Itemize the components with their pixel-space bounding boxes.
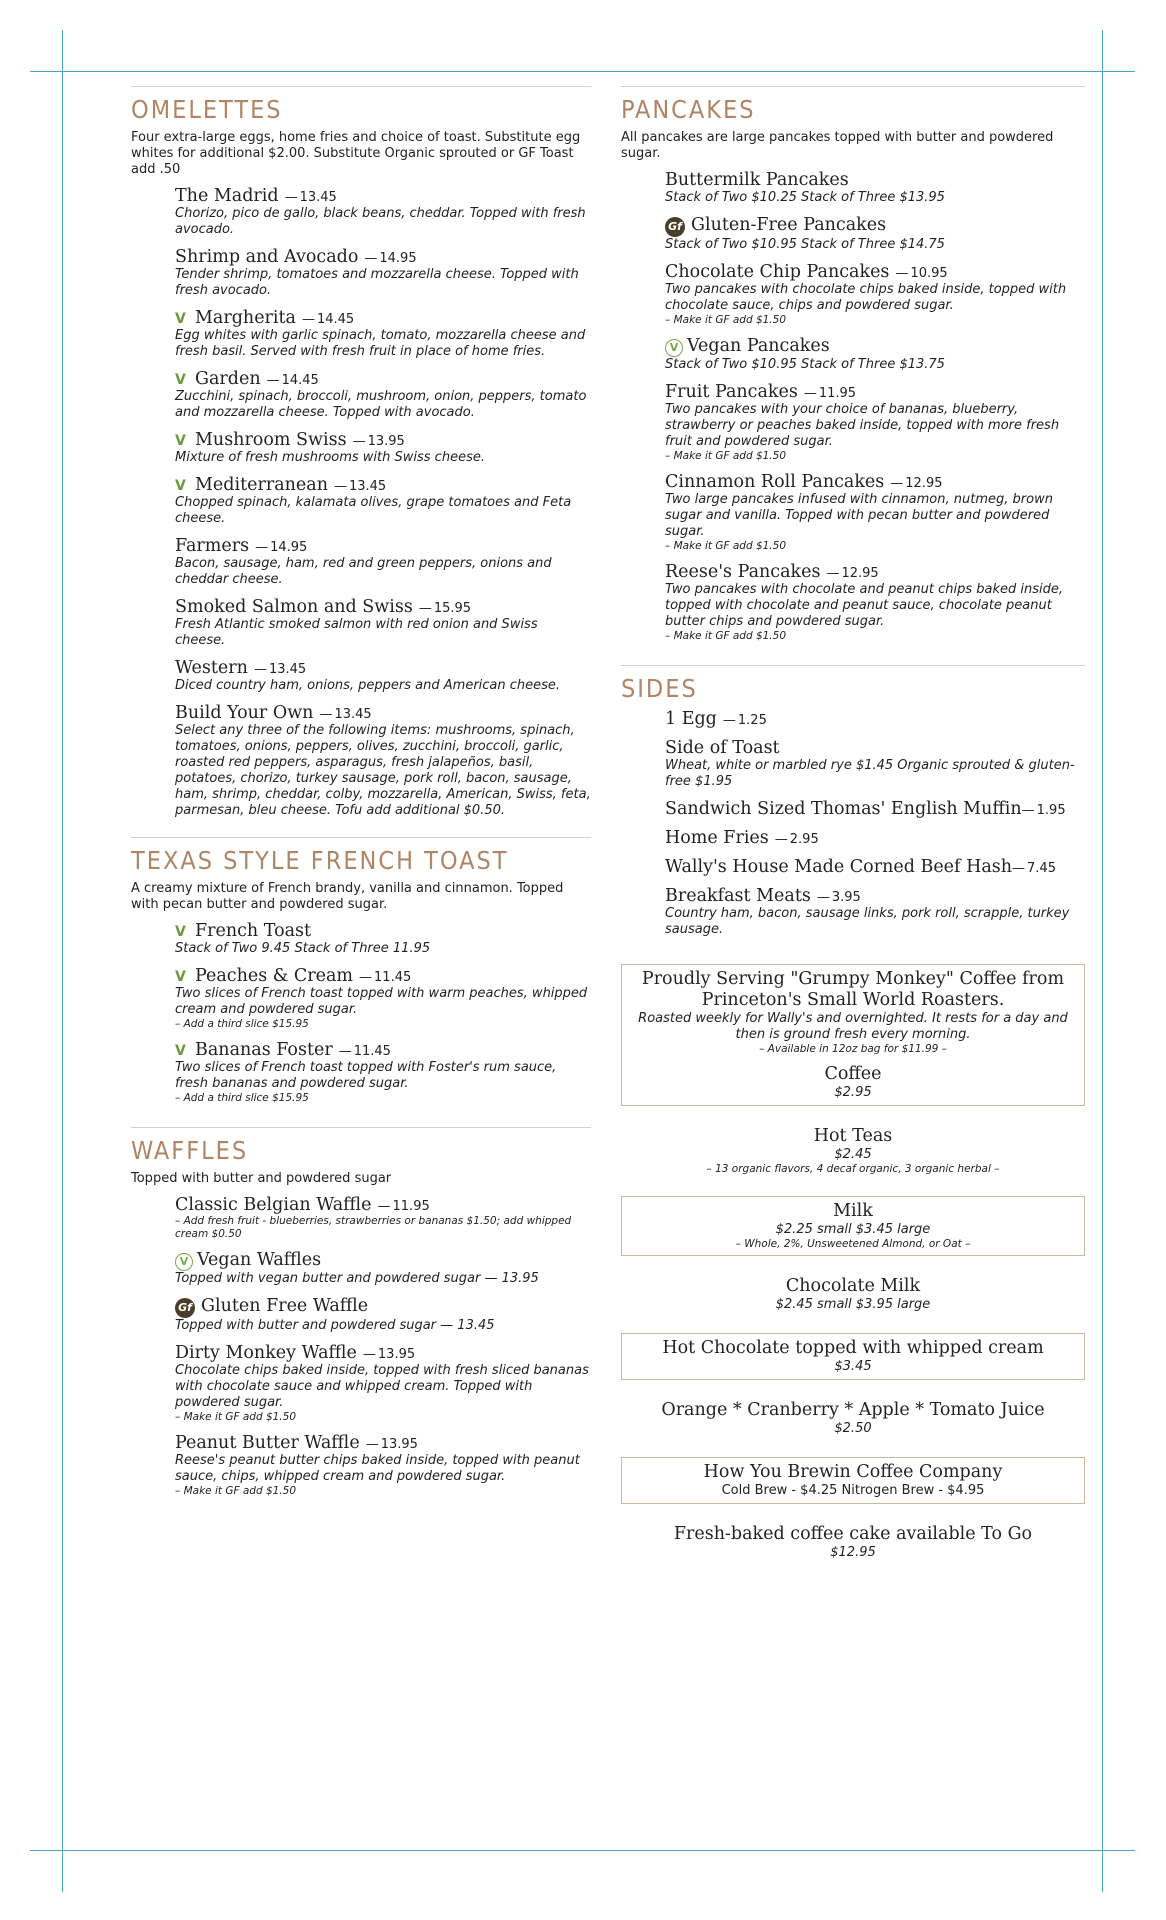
brewin-box <box>621 1457 1085 1504</box>
section-title-french-toast: TEXAS STYLE FRENCH TOAST <box>131 846 509 875</box>
hot-teas-title: Hot Teas <box>813 1126 893 1146</box>
item-desc: Select any three of the following items: mushrooms, spinach, tomatoes, onions, peppers, olives, zucchini, broccoli, garlic, roasted red peppers, asparagus, fresh jalapeños, basil, potatoes, chorizo, turkey sausage, pork roll, bacon, sausage, ham, shrimp, cheddar, colby, mozzarella, American, Swiss, feta, parmesan, bleu cheese. Tofu add additional $0.50. <box>175 723 591 818</box>
item-name: 1 Egg <box>665 709 717 729</box>
item-price: — 14.45 <box>301 312 355 327</box>
item-price: — 15.95 <box>418 601 472 616</box>
section-title-waffles: WAFFLES <box>131 1136 249 1165</box>
item-price: — 14.95 <box>255 540 308 555</box>
item-desc: Chopped spinach, kalamata olives, grape tomatoes and Feta cheese. <box>175 495 572 526</box>
item-name: Fruit Pancakes <box>665 382 798 402</box>
item-desc: Chorizo, pico de gallo, black beans, cheddar. Topped with fresh avocado. <box>175 206 586 237</box>
menu-item <box>175 1250 591 1287</box>
sides-list <box>665 709 1085 938</box>
item-desc: Country ham, bacon, sausage links, pork roll, scrapple, turkey sausage. <box>665 906 1070 937</box>
vegetarian-icon: V <box>175 433 186 449</box>
hot-chocolate-title: Hot Chocolate topped with whipped cream <box>662 1338 1044 1358</box>
item-name: Home Fries <box>665 828 769 848</box>
menu-item <box>175 247 591 299</box>
menu-item <box>175 475 591 527</box>
item-price: — 11.45 <box>338 1044 391 1059</box>
menu-item <box>175 1040 591 1105</box>
item-desc: Topped with vegan butter and powdered sugar — 13.95 <box>175 1271 539 1286</box>
menu-item <box>665 215 1085 253</box>
milk-box <box>621 1196 1085 1256</box>
section-desc-pancakes: All pancakes are large pancakes topped with butter and powdered sugar. <box>621 130 1054 161</box>
milk-note: – Whole, 2%, Unsweetened Almond, or Oat – <box>735 1238 971 1250</box>
item-name: Bananas Foster <box>195 1040 333 1060</box>
item-name: Chocolate Chip Pancakes <box>665 262 890 282</box>
menu-item <box>175 1343 591 1424</box>
menu-item <box>665 170 1085 206</box>
item-desc: Mixture of fresh mushrooms with Swiss cheese. <box>175 450 485 465</box>
item-price: — 11.45 <box>359 970 412 985</box>
section-desc-omelettes: Four extra-large eggs, home fries and choice of toast. Substitute egg whites for additional $2.00. Substitute Organic sprouted or GF Toast add .50 <box>131 130 581 177</box>
right-column <box>621 86 1085 1581</box>
section-title-omelettes: OMELETTES <box>131 95 283 124</box>
menu-item <box>665 857 1085 877</box>
item-price: — 13.45 <box>284 190 337 205</box>
section-divider <box>621 86 1085 87</box>
item-name: Garden <box>195 369 261 389</box>
menu-item <box>665 886 1085 938</box>
menu-item <box>665 738 1085 790</box>
item-desc: Diced country ham, onions, peppers and American cheese. <box>175 678 561 693</box>
item-name: Margherita <box>195 308 296 328</box>
item-name: Gluten Free Waffle <box>201 1296 369 1316</box>
menu-item <box>175 597 591 649</box>
item-desc: Topped with butter and powdered sugar — 13.45 <box>175 1318 495 1333</box>
item-price: — 1.25 <box>722 713 767 728</box>
menu-item <box>175 1433 591 1498</box>
chocolate-milk-block <box>621 1276 1085 1313</box>
pancake-list <box>665 170 1085 643</box>
vegetarian-icon: V <box>175 372 186 388</box>
menu-item <box>665 799 1085 819</box>
hot-chocolate-box <box>621 1333 1085 1380</box>
menu-item <box>665 562 1085 643</box>
item-price: — 3.95 <box>816 890 861 905</box>
menu-item <box>175 1195 591 1241</box>
coffee-title: Coffee <box>824 1064 882 1084</box>
item-name: The Madrid <box>175 186 279 206</box>
vegetarian-icon: V <box>175 1043 186 1059</box>
menu-item <box>175 658 591 694</box>
page-guide-bottom <box>30 1850 1135 1851</box>
hot-teas-price: $2.45 <box>834 1147 872 1162</box>
coffee-price: $2.95 <box>834 1085 872 1100</box>
item-name: Side of Toast <box>665 738 780 758</box>
item-price: — 10.95 <box>895 266 948 281</box>
menu-item <box>665 709 1085 729</box>
item-price: — 14.45 <box>266 373 319 388</box>
juice-price: $2.50 <box>834 1421 872 1436</box>
item-name: Gluten-Free Pancakes <box>691 215 887 235</box>
page-guide-left <box>62 30 63 1892</box>
vegetarian-icon: V <box>175 478 186 494</box>
milk-title: Milk <box>833 1201 873 1221</box>
vegan-icon: V <box>175 1253 193 1271</box>
section-divider <box>621 665 1085 666</box>
menu-item <box>175 536 591 588</box>
omelette-list <box>175 186 591 819</box>
item-name: Mediterranean <box>195 475 328 495</box>
menu-item <box>175 966 591 1031</box>
menu-item <box>175 369 591 421</box>
section-title-pancakes: PANCAKES <box>621 95 756 124</box>
item-name: Smoked Salmon and Swiss <box>175 597 413 617</box>
menu-item <box>665 262 1085 327</box>
section-divider <box>131 837 591 838</box>
vegan-icon: V <box>665 339 683 357</box>
item-price: — 13.45 <box>253 662 307 677</box>
item-name: Western <box>175 658 248 678</box>
menu-item <box>665 828 1085 848</box>
item-desc: Tender shrimp, tomatoes and mozzarella cheese. Topped with fresh avocado. <box>175 267 579 298</box>
gluten-free-icon: Gf <box>175 1298 195 1318</box>
item-note: – Make it GF add $1.50 <box>665 630 787 642</box>
coffee-info-box <box>621 964 1085 1106</box>
beverage-section <box>621 964 1085 1561</box>
item-price: — 12.95 <box>890 476 943 491</box>
item-name: Wally's House Made Corned Beef Hash <box>665 857 1013 877</box>
item-desc: Two large pancakes infused with cinnamon, nutmeg, brown sugar and vanilla. Topped with pecan butter and powdered sugar. <box>665 492 1053 539</box>
chocolate-milk-title: Chocolate Milk <box>785 1276 921 1296</box>
coffee-cake-title: Fresh-baked coffee cake available To Go <box>673 1524 1033 1544</box>
menu-item <box>665 382 1085 463</box>
item-desc: Stack of Two $10.95 Stack of Three $13.75 <box>665 357 945 372</box>
item-name: Cinnamon Roll Pancakes <box>665 472 885 492</box>
vegetarian-icon: V <box>175 924 186 940</box>
hot-chocolate-price: $3.45 <box>834 1359 872 1374</box>
item-name: Sandwich Sized Thomas' English Muffin <box>665 799 1022 819</box>
item-note: – Make it GF add $1.50 <box>665 450 787 462</box>
waffle-list <box>175 1195 591 1498</box>
brewin-title: How You Brewin Coffee Company <box>703 1462 1003 1482</box>
milk-price: $2.25 small $3.45 large <box>775 1222 931 1237</box>
menu-item <box>175 430 591 466</box>
menu-item <box>665 472 1085 553</box>
coffee-description: Roasted weekly for Wally's and overnighted. It rests for a day and then is ground fresh every morning. <box>638 1011 1068 1042</box>
coffee-cake-block <box>621 1524 1085 1561</box>
coffee-cake-price: $12.95 <box>830 1545 876 1560</box>
gluten-free-icon: Gf <box>665 217 685 237</box>
item-note: – Make it GF add $1.50 <box>175 1485 297 1497</box>
hot-teas-block <box>621 1126 1085 1176</box>
item-name: Breakfast Meats <box>665 886 811 906</box>
item-name: Vegan Waffles <box>197 1250 322 1270</box>
item-desc: Fresh Atlantic smoked salmon with red onion and Swiss cheese. <box>175 617 538 648</box>
item-desc: Two pancakes with chocolate chips baked inside, topped with chocolate sauce, chips and powdered sugar. <box>665 282 1067 313</box>
item-price: — 14.95 <box>364 251 417 266</box>
menu-item <box>175 1296 591 1334</box>
item-desc: Zucchini, spinach, broccoli, mushroom, onion, peppers, tomato and mozzarella cheese. Topped with avocado. <box>175 389 587 420</box>
item-price: — 13.45 <box>333 479 387 494</box>
item-desc: Reese's peanut butter chips baked inside, topped with peanut sauce, chips, whipped cream and powdered sugar. <box>175 1453 580 1484</box>
item-name: Vegan Pancakes <box>687 336 830 356</box>
item-desc: Stack of Two $10.25 Stack of Three $13.95 <box>665 190 945 205</box>
item-note: – Make it GF add $1.50 <box>175 1411 297 1423</box>
item-name: Build Your Own <box>175 703 314 723</box>
item-desc: Two pancakes with your choice of bananas, blueberry, strawberry or peaches baked inside, topped with more fresh fruit and powdered sugar. <box>665 402 1060 449</box>
item-price: — 12.95 <box>826 566 879 581</box>
item-desc: Egg whites with garlic spinach, tomato, mozzarella cheese and fresh basil. Served with fresh fruit in place of home fries. <box>175 328 586 359</box>
item-price: — 13.95 <box>365 1437 418 1452</box>
item-name: Peanut Butter Waffle <box>175 1433 360 1453</box>
item-name: French Toast <box>195 921 312 941</box>
item-note: – Add fresh fruit - blueberries, strawberries or bananas $1.50; add whipped cream $0.50 <box>175 1215 572 1240</box>
item-note: – Make it GF add $1.50 <box>665 540 787 552</box>
item-price: — 11.95 <box>377 1199 430 1214</box>
item-price: — 13.95 <box>352 434 405 449</box>
section-divider <box>131 86 591 87</box>
brewin-price: Cold Brew - $4.25 Nitrogen Brew - $4.95 <box>721 1483 985 1498</box>
menu-item <box>175 308 591 360</box>
french-toast-list <box>175 921 591 1105</box>
item-desc: Two pancakes with chocolate and peanut chips baked inside, topped with chocolate and peanut sauce, chocolate peanut butter chips and powdered sugar. <box>665 582 1063 629</box>
item-name: Reese's Pancakes <box>665 562 821 582</box>
item-price: — 2.95 <box>774 832 819 847</box>
item-desc: Stack of Two 9.45 Stack of Three 11.95 <box>175 941 431 956</box>
vegetarian-icon: V <box>175 311 186 327</box>
item-note: – Make it GF add $1.50 <box>665 314 787 326</box>
vegetarian-icon: V <box>175 969 186 985</box>
item-desc: Bacon, sausage, ham, red and green peppers, onions and cheddar cheese. <box>175 556 552 587</box>
item-name: Buttermilk Pancakes <box>665 170 849 190</box>
left-column <box>131 86 591 1507</box>
page-guide-right <box>1102 30 1103 1892</box>
menu-item <box>175 186 591 238</box>
section-divider <box>131 1127 591 1128</box>
coffee-bag-note: – Available in 12oz bag for $11.99 – <box>759 1043 947 1055</box>
menu-item <box>175 703 591 819</box>
menu-item <box>175 921 591 957</box>
section-title-sides: SIDES <box>621 674 698 703</box>
item-desc: Stack of Two $10.95 Stack of Three $14.75 <box>665 237 945 252</box>
item-note: – Add a third slice $15.95 <box>175 1092 309 1104</box>
section-desc-waffles: Topped with butter and powdered sugar <box>131 1171 392 1186</box>
item-desc: Two slices of French toast topped with warm peaches, whipped cream and powdered sugar. <box>175 986 588 1017</box>
item-price: — 13.45 <box>319 707 372 722</box>
chocolate-milk-price: $2.45 small $3.95 large <box>775 1297 931 1312</box>
item-name: Farmers <box>175 536 250 556</box>
item-price: — 13.95 <box>362 1347 416 1362</box>
item-name: Peaches & Cream <box>195 966 354 986</box>
juice-title: Orange * Cranberry * Apple * Tomato Juice <box>661 1400 1045 1420</box>
item-desc: Chocolate chips baked inside, topped with fresh sliced bananas with chocolate sauce and whipped cream. Topped with powdered sugar. <box>175 1363 589 1410</box>
item-price: — 1.95 <box>1021 803 1066 818</box>
section-desc-french-toast: A creamy mixture of French brandy, vanilla and cinnamon. Topped with pecan butter and powdered sugar. <box>131 881 564 912</box>
item-price: — 11.95 <box>803 386 857 401</box>
item-price: — 7.45 <box>1012 861 1056 876</box>
item-name: Shrimp and Avocado <box>175 247 359 267</box>
coffee-headline: Proudly Serving "Grumpy Monkey" Coffee from Princeton's Small World Roasters. <box>641 969 1065 1010</box>
juice-block <box>621 1400 1085 1437</box>
hot-teas-note: – 13 organic flavors, 4 decaf organic, 3 organic herbal – <box>706 1163 1000 1175</box>
item-desc: Two slices of French toast topped with Foster's rum sauce, fresh bananas and powdered sugar. <box>175 1060 557 1091</box>
item-name: Classic Belgian Waffle <box>175 1195 372 1215</box>
item-name: Mushroom Swiss <box>195 430 347 450</box>
menu-item <box>665 336 1085 373</box>
page-guide-top <box>30 71 1135 72</box>
item-note: – Add a third slice $15.95 <box>175 1018 309 1030</box>
item-name: Dirty Monkey Waffle <box>175 1343 357 1363</box>
item-desc: Wheat, white or marbled rye $1.45 Organic sprouted & gluten-free $1.95 <box>665 758 1075 789</box>
